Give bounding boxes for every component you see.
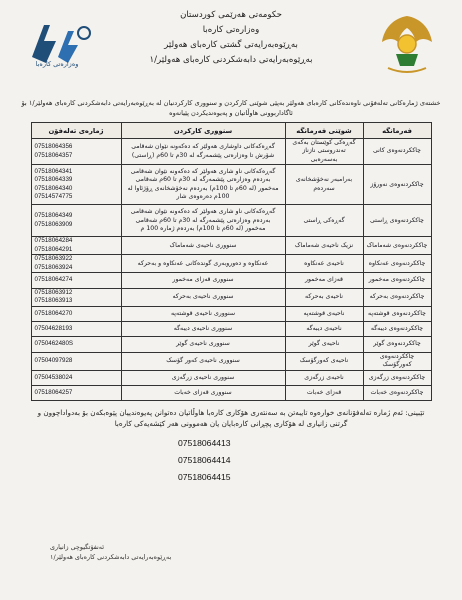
cell-area: سنووری ناحیەی قوشتەپە — [121, 306, 285, 321]
header-phone: ژمارەی تەلەفۆن — [31, 123, 121, 139]
cell-area: گەڕەکەکانی ناو شاری هەولێر کە دەکەونە نێوان شەقامی بەردەم وەزارەتی پێشمەرگە لە 30م تا 60م شەقامی مەخمور (لە 60م تا 100م) بەردەم ژمارە 100 م — [121, 205, 285, 237]
directorate-general-name: بەڕێوەبەرایەتی گشتی کارەبای هەولێر — [164, 40, 298, 50]
cell-office: چاککردنەوەی عەنکاوە — [363, 255, 431, 273]
hotline-number: 07518064415 — [178, 472, 231, 483]
cell-office: چاککردنەوەی دیبەگە — [363, 322, 431, 337]
cell-area: گەڕەکەکانی ناو شاری هەولێر کە دەکەونە نێوان شەقامی بەردەم وەزارەتی پێشمەرگە لە 30م تا 60م شەقامی مەخمور (لە 60م تا 100م) بەردەم نەخۆشخانەی ڕۆژئاوا لە 100م دەرەوەی شار — [121, 165, 285, 205]
cell-area: سنووری قەزای مەخمور — [121, 273, 285, 288]
cell-location: ناحیەی کەورگۆسک — [285, 352, 363, 370]
signature-line-directorate: بەڕێوەبەرایەتی دابەشکردنی کارەبای هەولێر/١ — [50, 553, 172, 561]
cell-phone: 0750462480S — [31, 337, 121, 352]
table-row — [31, 322, 431, 337]
intro-paragraph: خشتەی ژمارەکانی تەلەفۆنی ناوەندەکانی کارەبای هەولێر بەپێی شوێنی کارکردن و سنووری کارکردنیان لە بەڕێوەبەرایەتی دابەشکردنی کارەبای هەولێر/١ بۆ ئاگاداربوونی هاوڵاتیان و پەیوەندیکردن پێیانەوە — [21, 99, 441, 117]
table-row — [31, 273, 431, 288]
cell-location: ناحیەی گوێر — [285, 337, 363, 352]
cell-phone: 07518064274 — [31, 273, 121, 288]
table-row — [31, 288, 431, 306]
cell-phone: 07518064270 — [31, 306, 121, 321]
cell-office: چاککردنەوەی ڕاستی — [363, 205, 431, 237]
cell-office: چاککردنەوەی خەبات — [363, 385, 431, 400]
cell-location: ناحیەی قوشتەپە — [285, 306, 363, 321]
cell-phone: 07518063922 07518063924 — [31, 255, 121, 273]
cell-area: سنووری ناحیەی بەحرکە — [121, 288, 285, 306]
table-row — [31, 205, 431, 237]
cell-phone: 07518064349 07518063909 — [31, 205, 121, 237]
cell-office: چاککردنەوەی کانی — [363, 139, 431, 165]
cell-location: قەزای مەخمور — [285, 273, 363, 288]
cell-location: ناحیەی زرگەزی — [285, 370, 363, 385]
table-row — [31, 337, 431, 352]
cell-location: بەرامبەر نەخۆشخانەی سەردەم — [285, 165, 363, 205]
letterhead-title — [118, 8, 344, 68]
cell-phone: 07518063912 07518063913 — [31, 288, 121, 306]
table-row — [31, 139, 431, 165]
table-row — [31, 306, 431, 321]
cell-location: گەڕەکی ڕاستی — [285, 205, 363, 237]
cell-office: چاککردنەوەی قوشتەپە — [363, 306, 431, 321]
table-row — [31, 370, 431, 385]
table-row — [31, 237, 431, 255]
krg-emblem — [374, 8, 440, 78]
table-row — [31, 165, 431, 205]
cell-location: ناحیەی عەنکاوە — [285, 255, 363, 273]
ministry-logo-caption: وەزارەتی کارەبا — [35, 60, 79, 68]
cell-office: چاککردنەوەی مەخمور — [363, 273, 431, 288]
hotline-list — [178, 435, 454, 486]
note-paragraph: تێبینی: ئەم ژمارە تەلەفۆنانەی خوارەوە تایبەتن بە سەنتەری هۆکاری کارەبا هاوڵاتیان دەتوانن پەیوەندییان پێوەبکەن بۆ بەدواداچوون و گرتنی زانیاری لە هۆکاری پچڕانی کارەبایان یان هەموونی هەر کێشەیەکی کارەبا — [37, 408, 425, 429]
cell-office: چاککردنەوەی گوێر — [363, 337, 431, 352]
government-name: حکومەتی هەرێمی کوردستان — [180, 10, 282, 20]
cell-area: گەڕەکەکانی داوشاری هەولێر کە دەکەونە نێوان شەقامی شۆرش تا وەزارەتی پێشمەرگە لە 30م تا 60م (ڕاستی) — [121, 139, 285, 165]
table-body — [31, 139, 431, 401]
cell-area: سنووری ناحیەی دیبەگە — [121, 322, 285, 337]
hotline-number: 07518064413 — [178, 438, 231, 449]
header-location: شوێنی فەرمانگە — [285, 123, 363, 139]
cell-area: سنووری قەزای خەبات — [121, 385, 285, 400]
cell-location: قەزای خەبات — [285, 385, 363, 400]
cell-office: چاککردنەوەی زرگەزی — [363, 370, 431, 385]
header-office: فەرمانگە — [363, 123, 431, 139]
signature-line-title: ئەنفۆتگیوچی زانیاری — [50, 543, 104, 551]
letterhead — [8, 6, 454, 98]
cell-phone: 07504097928 — [31, 352, 121, 370]
table-row — [31, 385, 431, 400]
cell-location: ناحیەی دیبەگە — [285, 322, 363, 337]
cell-office: چاککردنەوەی کەورگۆسک — [363, 352, 431, 370]
cell-phone: 07518064284 07518064291 — [31, 237, 121, 255]
hotline-number: 07518064414 — [178, 455, 231, 466]
cell-area: سنووری ناحیەی گوێر — [121, 337, 285, 352]
cell-area: عەنکاوە و دەوروبەری گوندەکانی عەنکاوە و بەحرکە — [121, 255, 285, 273]
cell-office: چاککردنەوەی نەورۆز — [363, 165, 431, 205]
cell-office: چاککردنەوەی شەماماک — [363, 237, 431, 255]
cell-area: سنووری ناحیەی شەماماک — [121, 237, 285, 255]
cell-area: سنووری ناحیەی زرگەزی — [121, 370, 285, 385]
table-row — [31, 255, 431, 273]
cell-office: چاککردنەوەی بەحرکە — [363, 288, 431, 306]
cell-location: نزیک ناحیەی شەماماک — [285, 237, 363, 255]
cell-location: ناحیەی بەحرکە — [285, 288, 363, 306]
ministry-logo-caption-wrap — [16, 58, 98, 72]
cell-phone: 07504628193 — [31, 322, 121, 337]
cell-area: سنووری ناحیەی کەور گۆسک — [121, 352, 285, 370]
table-header-row — [31, 123, 431, 139]
cell-phone: 07518064257 — [31, 385, 121, 400]
directorate-name: بەڕێوەبەرایەتی دابەشکردنی کارەبای هەولێر/١ — [149, 55, 313, 65]
cell-phone: 07504538024 — [31, 370, 121, 385]
table-row — [31, 352, 431, 370]
ministry-name: وەزارەتی کارەبا — [202, 25, 260, 35]
contacts-table — [31, 122, 432, 401]
signature-block — [50, 542, 171, 562]
cell-phone: 07518064341 07518064339 07518064340 07514574775 — [31, 165, 121, 205]
cell-phone: 07518064356 07518064357 — [31, 139, 121, 165]
cell-location: گەڕەکی کوێستان بەکەی تەندروستی نازناز بەسەرەبی — [285, 139, 363, 165]
header-area: سنووری کارکردن — [121, 123, 285, 139]
